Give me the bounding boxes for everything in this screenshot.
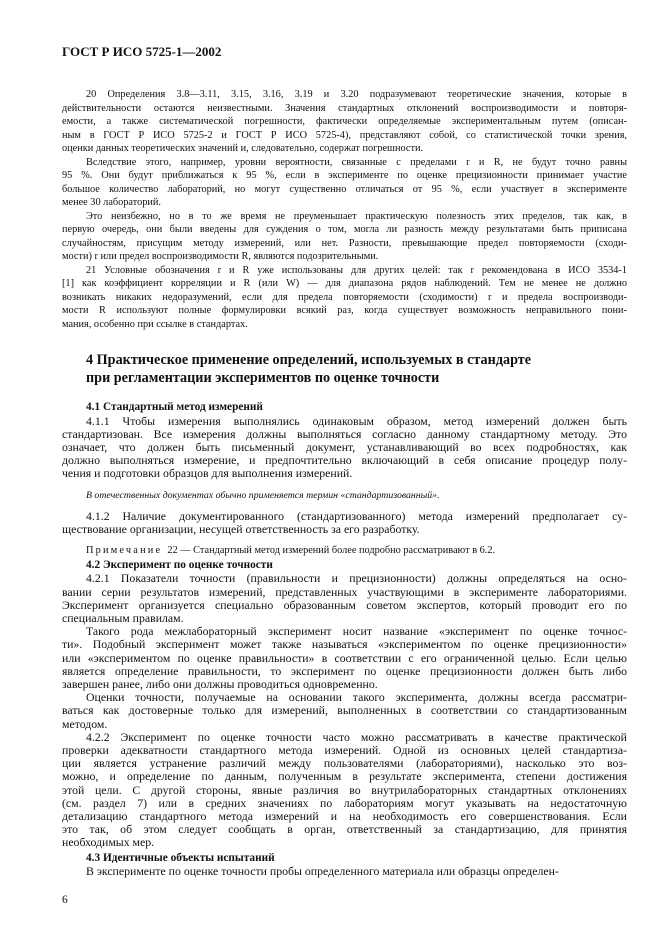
text-line: ным в ГОСТ Р ИСО 5725-2 и ГОСТ Р ИСО 5725-4), представляют собой, со статистической точки зрения, <box>62 129 627 141</box>
text-line: методом. <box>62 716 108 731</box>
note-text: 22 — Стандартный метод измерений более подробно рассматривают в 6.2. <box>167 544 496 556</box>
text-line: 4.1.2 Наличие документированного (стандартизованного) метода измерений предполагает су- <box>86 508 627 523</box>
text-line: В эксперименте по оценке точности пробы определенного материала или образцы определен- <box>86 864 559 879</box>
text-line: завершен ранее, либо они должны проводиться одновременно. <box>62 677 378 692</box>
text-line: чения и подготовки образцов для выполнения измерений. <box>62 466 353 481</box>
text-line: 4.2.2 Эксперимент по оценке точности часто можно рассматривать в качестве практической <box>86 729 627 744</box>
text-line: Вследствие этого, например, уровни вероятности, связанные с пределами r и R, не будут точно равны <box>86 156 627 168</box>
text-line: 4.2 Эксперимент по оценке точности <box>86 558 273 571</box>
note-paragraph <box>62 264 627 332</box>
text-line: проверки адекватности стандартного метода измерений. Одной из основных целей стандартиза- <box>62 743 627 758</box>
text-line: Эксперимент организуется специально образованным советом экспертов, который проводит его по <box>62 597 627 612</box>
text-line: ти». Подобный эксперимент может также называться «экспериментом по оценке прецизионности» <box>62 637 627 652</box>
text-line: стандартизован. Все измерения должны выполняться согласно данному стандартному методу. Это <box>62 426 627 441</box>
text-line: это так, об этом следует сообщать в орган, ответственный за стандартизацию, для принятия <box>62 822 627 837</box>
subsection-heading <box>62 559 627 573</box>
text-line: необходимых мер. <box>62 835 155 850</box>
text-line: мости) r или предел воспроизводимости R, являются подозрительными. <box>62 251 379 262</box>
text-line: [1] как коэффициент корреляции и R (или W) — для диапазона рядов наблюдений. Тем не менее не должно <box>62 278 627 289</box>
subsection-heading <box>62 401 627 415</box>
text-line: можно, и определение по данным, полученным в результате эксперимента, степени достижения <box>62 769 627 784</box>
text-line: 95 %. Они будут приближаться к 95 %, если в эксперименте по оценке прецизионности принимает участие <box>62 170 627 181</box>
text-line: мания, особенно при ссылке в стандартах. <box>62 318 248 330</box>
text-line: большое количество лабораторий, но могут существенно отличаться от 95 %, если участвует в эксперименте <box>62 183 627 195</box>
text-line: должно выполняться измерение, и предпочтительно включающий в себя описание процедур полу- <box>62 453 627 468</box>
paragraph <box>62 415 627 481</box>
text-line: ществование организации, несущей ответственность за его разработку. <box>62 521 420 536</box>
document-page <box>62 44 627 906</box>
text-line: детализацию стандартного метода измерений и на необходимость его совершенствования. Если <box>62 809 627 824</box>
text-line: менее 30 лабораторий. <box>62 197 161 208</box>
text-line <box>62 544 627 557</box>
text-line: является определение правильности, то эксперимент по оценке прецизионности должен быть либо <box>62 663 627 678</box>
text-line: этой цели. С другой стороны, явные различия во внутрилабораторных стандартных отклонениях <box>62 782 627 797</box>
paragraph <box>62 691 627 731</box>
text-line: 4.3 Идентичные объекты испытаний <box>86 851 275 864</box>
section-heading <box>62 351 627 387</box>
text-line: вании серии результатов измерений, представленных участвующими в эксперименте лабораториями. <box>62 584 627 599</box>
text-line: (см. раздел 7) или в средних значениях по лабораториям могут указывать на недостаточную <box>62 795 627 810</box>
text-line: случайностям, присущим методу измерений, или нет. Разности, превышающие предел повторяемости (сходи- <box>62 237 627 249</box>
text-line: первую очередь, они были введены для суждения о том, могла ли разность между результатами быть приписана <box>62 224 627 235</box>
text-line: ваться как достоверные только для измерений, выполненных в соответствии со стандартизованным <box>62 703 627 718</box>
text-line: 20 Определения 3.8—3.11, 3.15, 3.16, 3.19 и 3.20 подразумевают теоретические значения, которые в <box>86 89 627 100</box>
text-line: оценки данных теоретических значений и, следовательно, содержат погрешности. <box>62 143 424 154</box>
paragraph <box>62 865 627 878</box>
text-line: 4.1.1 Чтобы измерения выполнялись одинаковым образом, метод измерений должен быть <box>86 413 627 428</box>
document-body <box>62 88 627 878</box>
note-paragraph <box>62 210 627 264</box>
document-header: ГОСТ Р ИСО 5725-1—2002 <box>62 44 222 59</box>
text-line: при регламентации экспериментов по оценке точности <box>86 370 440 386</box>
text-line: Оценки точности, получаемые на основании такого эксперимента, должны всегда рассматри- <box>86 690 627 705</box>
italic-remark <box>62 489 627 502</box>
text-line: 4 Практическое применение определений, используемых в стандарте <box>86 352 532 368</box>
text-line: 4.1 Стандартный метод измерений <box>86 401 263 413</box>
text-line: Это неизбежно, но в то же время не преуменьшает практическую полезность этих пределов, так как, в <box>86 210 627 222</box>
text-line: означает, что должен быть письменный документ, устанавливающий во всех подробностях, как <box>62 439 627 454</box>
text-line: В отечественных документах обычно применяется термин «стандартизованный». <box>86 489 440 501</box>
text-line: специальным правилам. <box>62 611 184 626</box>
paragraph <box>62 731 627 850</box>
note-paragraph <box>62 88 627 156</box>
text-line: емости, а также систематической погрешности, фактически определяемые экспериментальным путем (описан- <box>62 116 627 127</box>
text-line: ции является устранение различий между пользователями (лабораториями), насколько это воз- <box>62 756 627 771</box>
subsection-heading <box>62 852 627 866</box>
page-number: 6 <box>62 894 68 907</box>
text-line: 4.2.1 Показатели точности (правильности и прецизионности) должны определяться на осно- <box>86 571 627 586</box>
paragraph <box>62 510 627 536</box>
text-line: действительности остаются неизвестными. Значения стандартных отклонений воспроизводимости и повторя- <box>62 102 627 114</box>
text-line: Такого рода межлабораторный эксперимент носит название «эксперимент по оценке точнос- <box>86 624 627 639</box>
paragraph <box>62 572 627 625</box>
text-line: 21 Условные обозначения r и R уже использованы для других целей: так r рекомендована в ИСО 3534-1 <box>86 264 627 276</box>
paragraph <box>62 625 627 691</box>
text-line: возникать никаких недоразумений, если для предела повторяемости (сходимости) r и предела воспроизводи- <box>62 291 627 303</box>
note-remark <box>62 544 627 557</box>
note-label: Примечание <box>86 544 163 556</box>
note-paragraph <box>62 156 627 210</box>
text-line: мости R используют полные формулировки всякий раз, когда существует возможность неправильного пони- <box>62 305 627 316</box>
text-line: или «экспериментом по оценке правильности» в соответствии с его ограниченной целью. Если целью <box>62 650 627 665</box>
